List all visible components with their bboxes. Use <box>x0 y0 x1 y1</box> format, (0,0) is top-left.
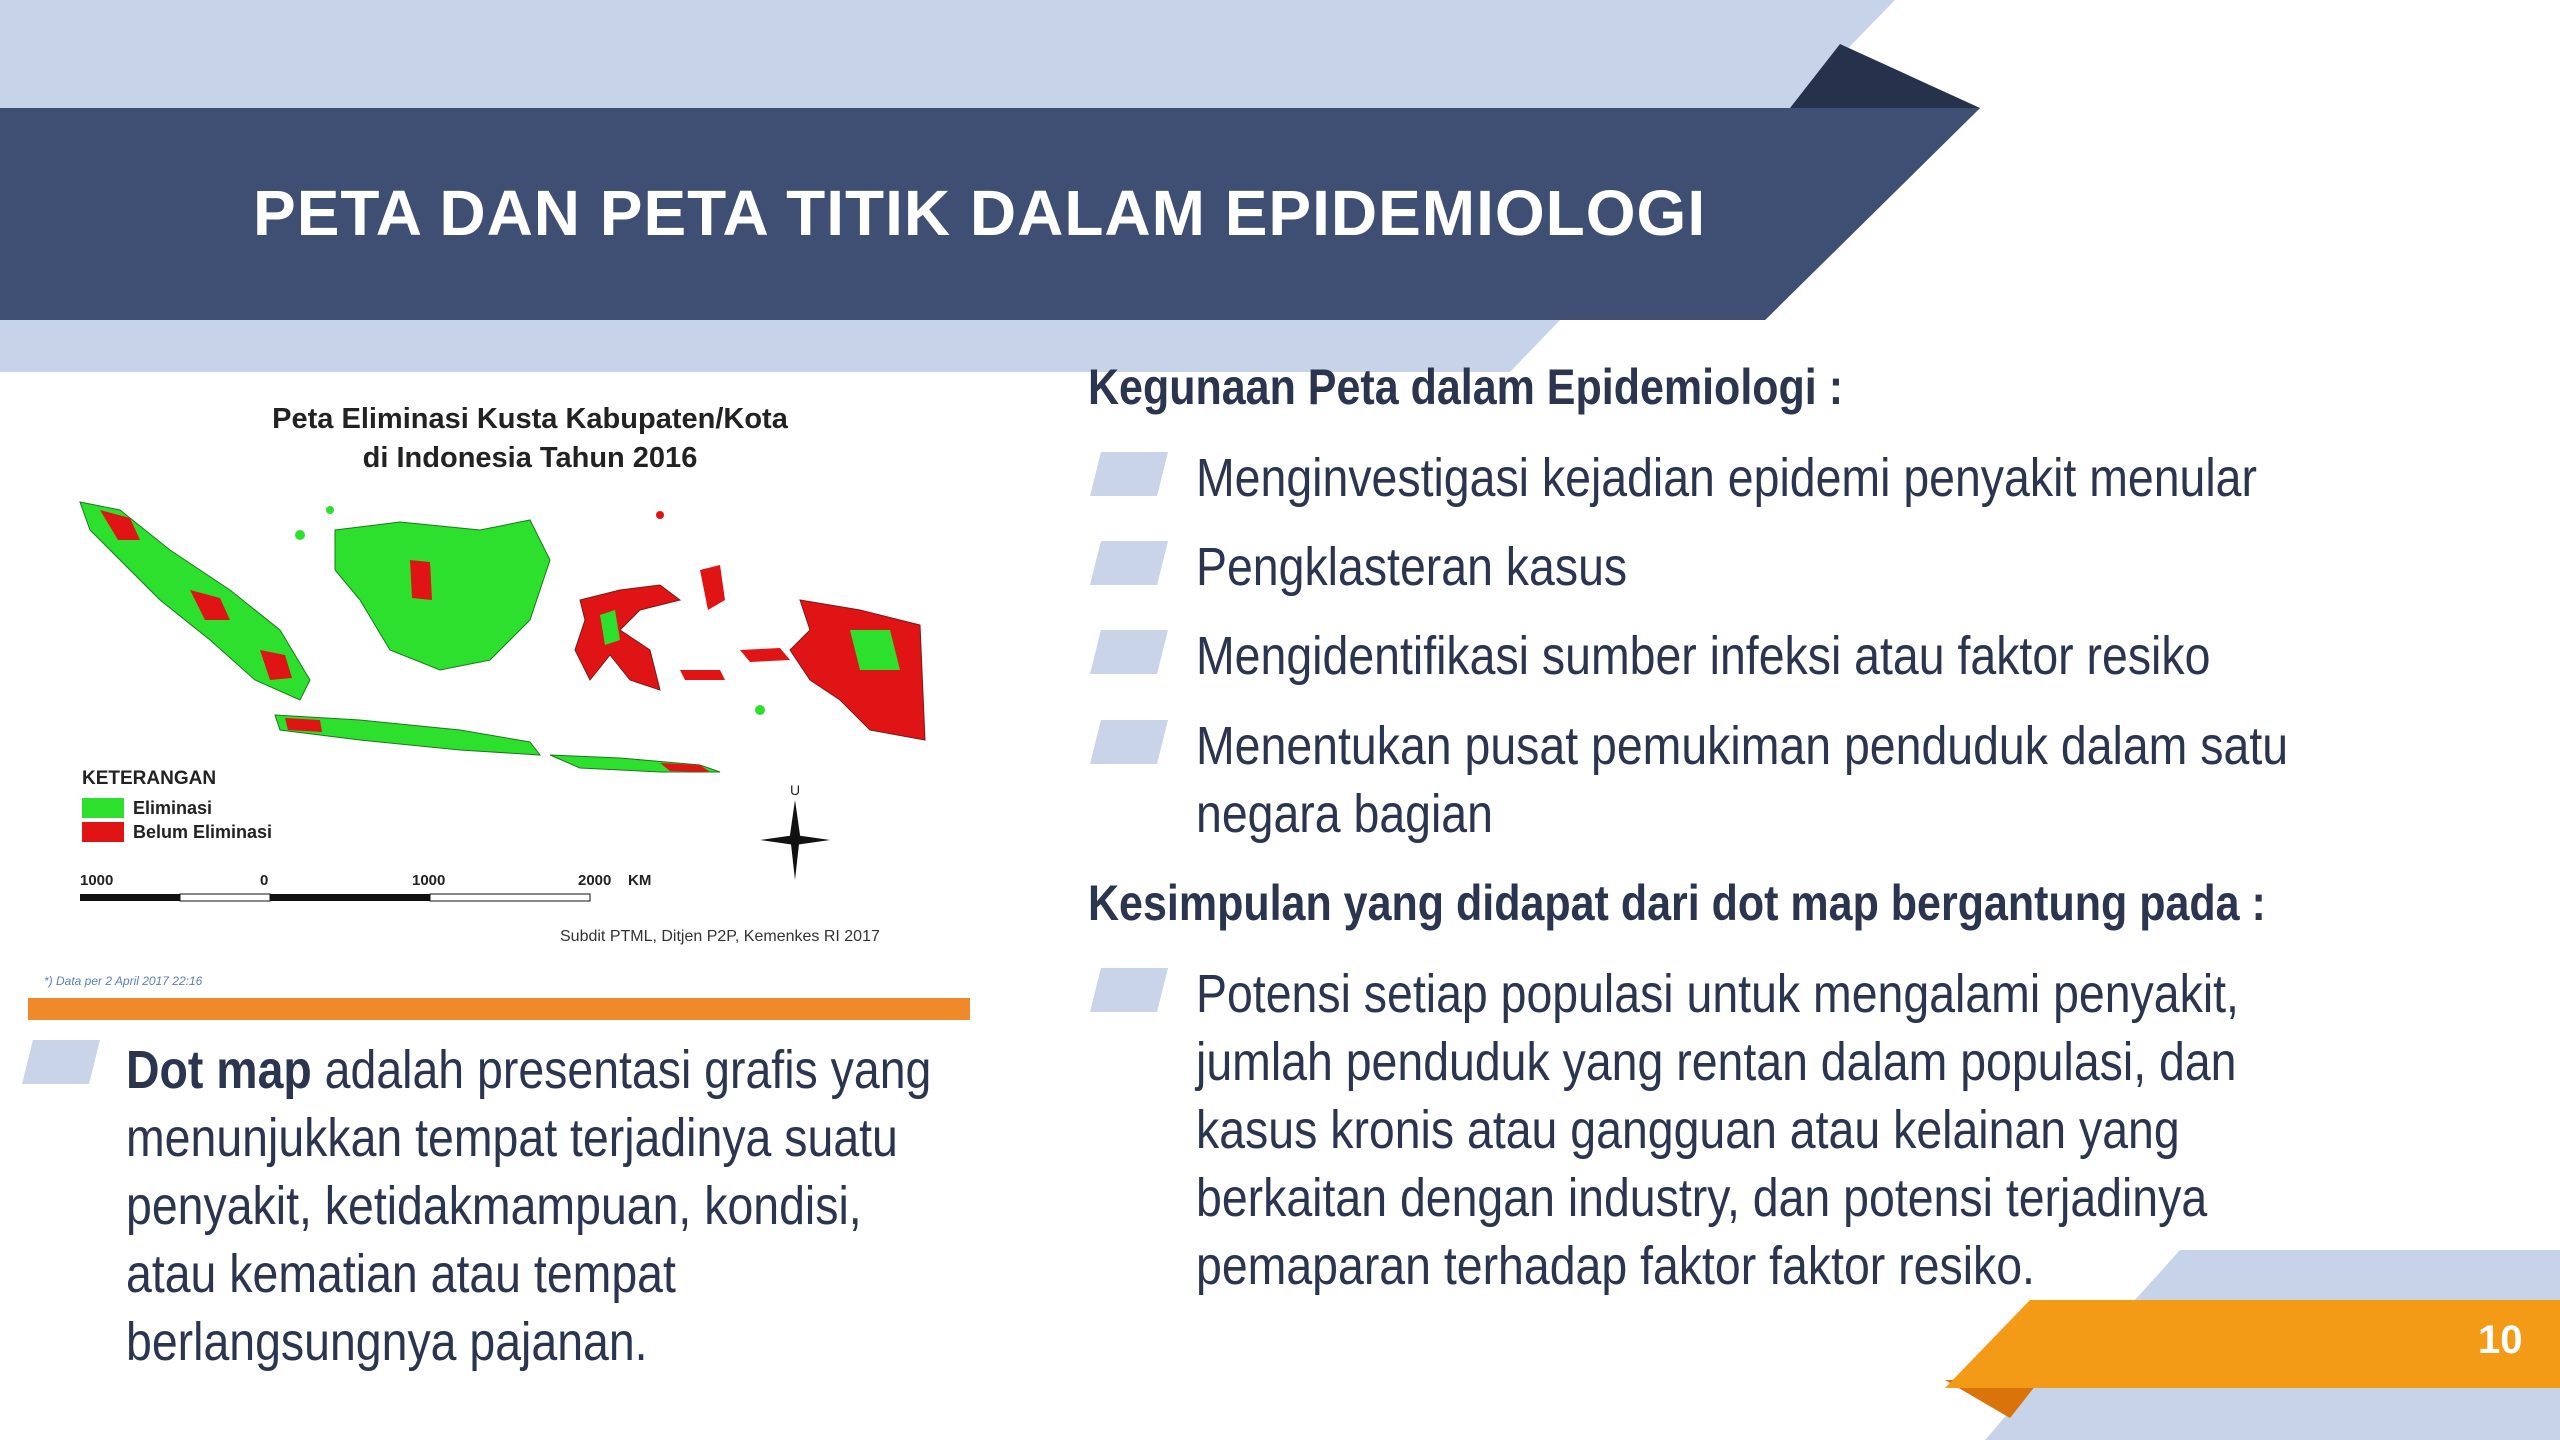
map-divider-bar <box>28 998 970 1020</box>
section1-item-3: Mengidentifikasi sumber infeksi atau faktor resiko <box>1196 626 2211 686</box>
dot-map-line-1 <box>126 1036 931 1104</box>
dot-map-line-5: berlangsungnya pajanan. <box>126 1312 648 1372</box>
legend-swatch-belum-eliminasi <box>82 822 124 842</box>
slide-title: PETA DAN PETA TITIK DALAM EPIDEMIOLOGI <box>253 177 1707 249</box>
scale-label-1000: 1000 <box>412 872 446 889</box>
section1-bullet-3 <box>1090 630 1168 674</box>
region-java-red-1 <box>285 718 322 732</box>
section1-bullet-2 <box>1090 541 1168 585</box>
section2-line-3: kasus kronis atau gangguan atau kelainan yang <box>1196 1100 2180 1160</box>
island-papua <box>790 600 925 740</box>
dot-map-line-4: atau kematian atau tempat <box>126 1244 676 1304</box>
bottom-light-band-2 <box>1985 1388 2560 1440</box>
map-title-line2: di Indonesia Tahun 2016 <box>362 442 698 474</box>
footer-orange-bar <box>1945 1300 2560 1388</box>
section2-line-4: berkaitan dengan industry, dan potensi terjadinya <box>1196 1168 2208 1228</box>
island-maluku-3 <box>680 670 725 680</box>
section2-line-1: Potensi setiap populasi untuk mengalami penyakit, <box>1196 964 2239 1024</box>
section1-item-4-line-1: Menentukan pusat pemukiman penduduk dalam satu <box>1196 716 2289 776</box>
small-island <box>295 530 305 540</box>
section2-paragraph <box>1196 960 2239 1300</box>
map-title <box>190 400 870 478</box>
section1-item-4 <box>1196 712 2288 848</box>
section1-item-4-line-2: negara bagian <box>1196 784 1493 844</box>
section1-bullet-1 <box>1090 452 1168 496</box>
dot-map-line-3: penyakit, ketidakmampuan, kondisi, <box>126 1176 862 1236</box>
scale-label-km: KM <box>628 872 652 889</box>
scale-bar <box>80 892 600 904</box>
island-maluku-1 <box>700 565 725 610</box>
scale-label-0: 0 <box>260 872 269 889</box>
dot-map-term: Dot map <box>126 1040 312 1100</box>
small-island <box>656 511 664 519</box>
island-kalimantan <box>335 520 550 670</box>
map-title-line1: Peta Eliminasi Kusta Kabupaten/Kota <box>272 403 788 435</box>
island-maluku-2 <box>740 648 790 662</box>
region-kalimantan-red <box>410 560 432 600</box>
section1-bullet-4 <box>1090 720 1168 764</box>
dot-map-line-2: menunjukkan tempat terjadinya suatu <box>126 1108 898 1168</box>
legend-label-belum-eliminasi: Belum Eliminasi <box>133 822 273 842</box>
top-light-band <box>0 0 1895 108</box>
section2-bullet-1 <box>1090 968 1168 1012</box>
legend-label-eliminasi: Eliminasi <box>133 798 213 818</box>
island-sulawesi <box>575 585 680 690</box>
map-source: Subdit PTML, Ditjen P2P, Kemenkes RI 2017 <box>560 928 880 945</box>
left-bullet-marker <box>22 1040 100 1084</box>
section1-item-2: Pengklasteran kasus <box>1196 537 1628 597</box>
dot-map-definition <box>126 1036 931 1376</box>
section2-heading: Kesimpulan yang didapat dari dot map bergantung pada : <box>1088 875 2266 931</box>
compass-north-label: U <box>790 782 801 798</box>
scale-label-1000-left: 1000 <box>80 872 114 889</box>
small-island <box>755 705 765 715</box>
page-number: 10 <box>2478 1318 2523 1362</box>
legend-title: KETERANGAN <box>82 768 217 789</box>
compass-icon <box>760 800 830 880</box>
map-data-note: *) Data per 2 April 2017 22:16 <box>44 974 203 988</box>
section1-item-1: Menginvestigasi kejadian epidemi penyakit menular <box>1196 448 2257 508</box>
section1-heading: Kegunaan Peta dalam Epidemiologi : <box>1088 359 1844 415</box>
legend-swatch-eliminasi <box>82 798 124 818</box>
scale-label-2000: 2000 <box>578 872 612 889</box>
small-island <box>326 506 334 514</box>
section2-line-2: jumlah penduduk yang rentan dalam populasi, dan <box>1196 1032 2237 1092</box>
dot-map-line-1-text: adalah presentasi grafis yang <box>311 1040 932 1100</box>
section2-line-5: pemaparan terhadap faktor faktor resiko. <box>1196 1236 2035 1296</box>
